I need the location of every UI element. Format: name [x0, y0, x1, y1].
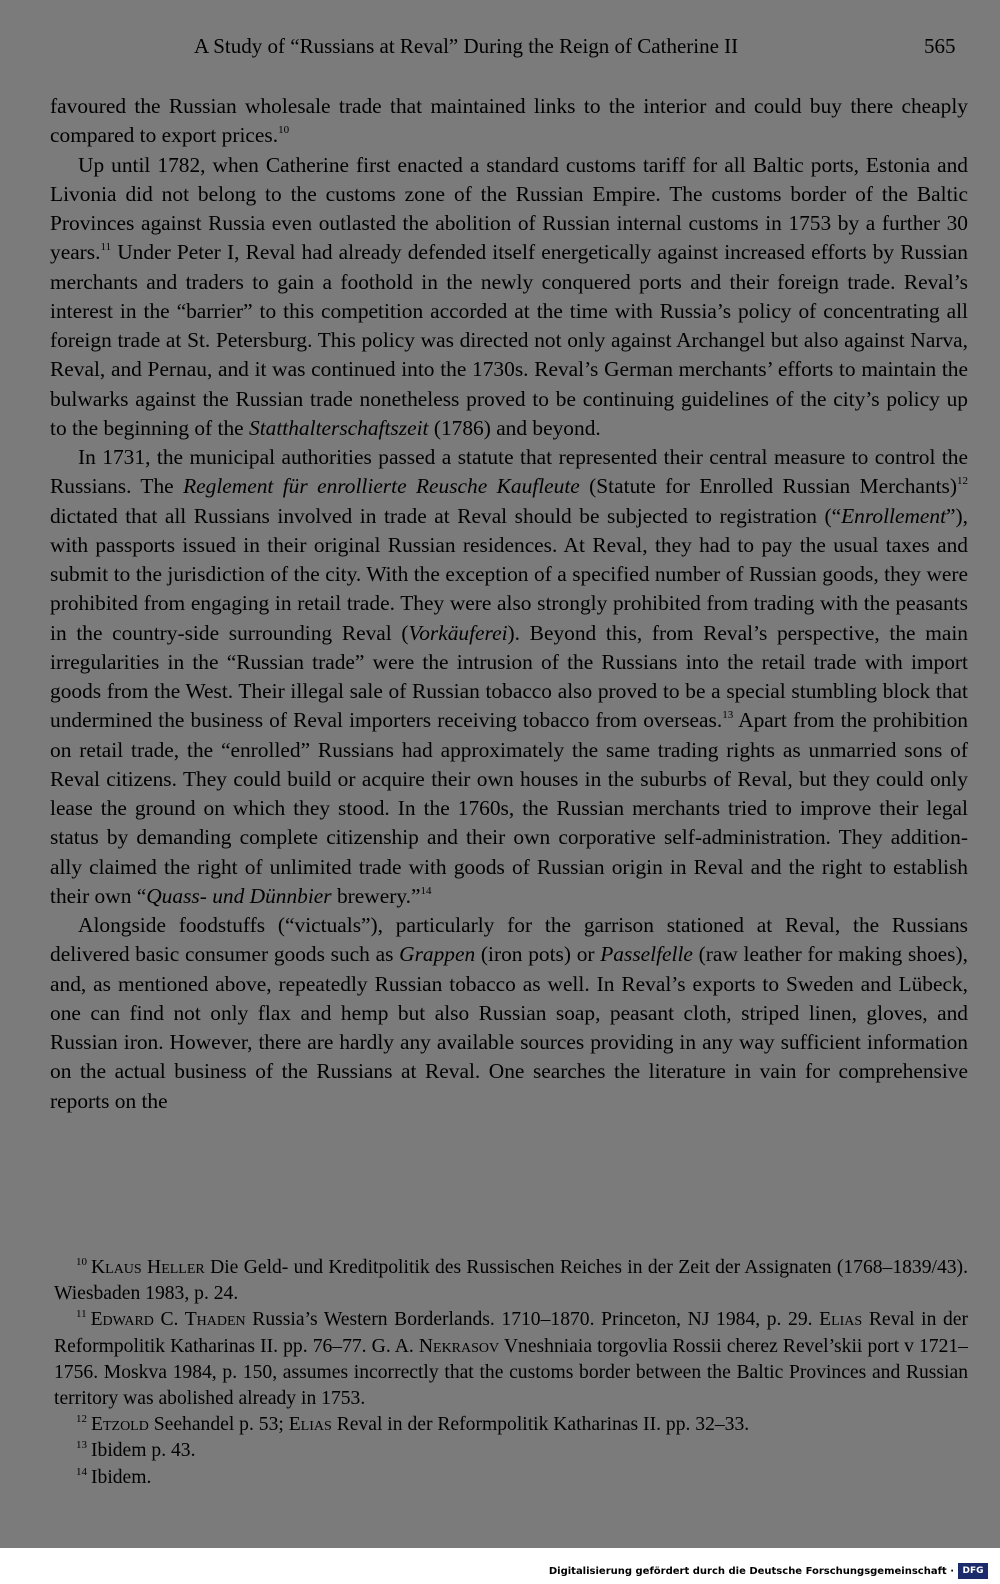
footnote-13	[54, 1438, 968, 1464]
text-span: (iron pots) or	[475, 942, 601, 967]
footnote-author: Etzold	[91, 1414, 149, 1436]
italic-term: Grappen	[399, 942, 476, 967]
text-span: Alongside foodstuffs (“victuals”), particularly for the garrison stationed at Reval, the Russians delivered basic consumer goods such as	[50, 913, 968, 967]
footnote-number: 10	[76, 1256, 87, 1268]
text-span: ). Beyond this, from Reval’s perspective, the main irregularities in the “Russian trade” were the intrusion of the Russians into the retail trade with import goods from the West. Their illegal sale of Russian tobacco also proved to be a special stumbling block that undermined the business of Reval importers receiving tobacco from overseas.	[50, 620, 968, 733]
footnote-ref-14: 14	[420, 884, 432, 897]
text-span: brewery.”	[331, 883, 421, 908]
footnote-text: Russia’s Western Borderlands. 1710–1870. Princeton, NJ 1984, p. 29.	[245, 1309, 820, 1331]
footnotes	[54, 1255, 968, 1491]
footnote-author: Klaus Heller	[91, 1257, 205, 1278]
italic-term: Passelfelle	[600, 942, 693, 967]
footnote-text: Reval in der Reformpolitik Katharinas II. pp. 76–77. G. A.	[54, 1309, 968, 1357]
text-span: Up until 1782, when Catherine first enacted a standard customs tariff for all Baltic ports, Estonia and Livonia did not belong to the customs zone of the Russian Empire. The customs border of the Baltic Provinces against Russia even outlasted the abolition of Russian internal customs in 1753 by a further 30 years.	[50, 152, 968, 265]
footnote-text: Ibidem.	[91, 1466, 152, 1488]
digitization-credit: Digitalisierung gefördert durch die Deutsche Forschungsgemeinschaft ·	[548, 1566, 954, 1577]
text-span: dictated that all Russians involved in trade at Reval should be subjected to registration (“	[50, 503, 842, 528]
page-number: 565	[924, 34, 956, 58]
text-span: ”), with passports issued in their original Russian residences. At Reval, they had to pay the usual taxes and submit to the jurisdiction of the city. With the exception of a specified number of Russian goods, they were prohibited from engaging in retail trade. They were also strongly prohibited from trading with the peasants in the country-side surrounding Reval (	[50, 503, 968, 645]
page-header	[0, 28, 1000, 68]
dfg-logo: DFG	[958, 1563, 988, 1579]
italic-term: Statthalterschaftszeit	[249, 415, 429, 440]
italic-term: Vorkäuferei	[408, 620, 508, 645]
paragraph-4	[50, 911, 968, 1116]
footnote-ref-13: 13	[722, 709, 734, 722]
footnote-author: Elias	[819, 1309, 863, 1331]
text-span: In 1731, the municipal authorities passed a statute that represented their central measure to control the Russians. The	[50, 445, 968, 499]
text-span: (raw leather for making shoes), and, as mentioned above, repeatedly Russian tobacco as well. In Reval’s exports to Sweden and Lübeck, one can find not only flax and hemp but also Russian soap, peasant cloth, striped linen, gloves, and Russian iron. However, there are hardly any available sources providing in any way sufficient information on the actual business of the Russians at Reval. One searches the literature in vain for comprehensive reports on the	[50, 942, 968, 1113]
paragraph-2	[50, 151, 968, 444]
body-text	[50, 92, 968, 1116]
footnote-text: Seehandel p. 53;	[148, 1414, 289, 1436]
paragraph-3	[50, 443, 968, 911]
text-span: (Statute for Enrolled Russian Merchants)	[579, 474, 957, 499]
footnote-ref-11: 11	[100, 241, 112, 254]
footnote-ref-12: 12	[957, 475, 968, 488]
paragraph-1	[50, 92, 968, 151]
italic-term: Reglement für enrollierte Reusche Kaufleute	[183, 474, 580, 499]
footnote-text: Ibidem p. 43.	[91, 1440, 196, 1462]
footnote-14	[54, 1465, 968, 1491]
running-title: A Study of “Russians at Reval” During the Reign of Catherine II	[194, 34, 739, 58]
footnote-text: Reval in der Reformpolitik Katharinas II. pp. 32–33.	[331, 1414, 750, 1436]
text-span: favoured the Russian wholesale trade that maintained links to the interior and could buy there cheaply compared to export prices.	[50, 94, 968, 148]
text-span: Under Peter I, Reval had already defended itself energetically against increased efforts by Russian merchants and traders to gain a foothold in the newly conquered ports and their foreign trade. Reval’s interest in the “barrier” to this competition accorded at the time with Russia’s policy of concentrating all foreign trade at St. Petersburg. This policy was directed not only against Archangel but also against Narva, Reval, and Pernau, and it was continued into the 1730s. Reval’s German merchants’ efforts to maintain the bulwarks against the Russian trade nonetheless proved to be continuing guidelines of the city’s policy up to the beginning of the	[50, 240, 968, 440]
italic-term: Quass- und Dünnbier	[146, 883, 332, 908]
italic-term: Enrollement	[841, 503, 947, 528]
footnote-number: 11	[76, 1308, 87, 1321]
footnote-10	[54, 1255, 968, 1307]
footnote-author: Edward C. Thaden	[90, 1309, 246, 1331]
digitization-footer	[0, 1548, 1000, 1584]
footnote-text: Vneshniaia torgovlia Rossii cherez Revel’skii port v 1721–1756. Moskva 1984, p. 150, assumes incorrectly that the customs border between the Baltic Provinces and Russian territory was abolished already in 1753.	[54, 1335, 968, 1410]
footnote-ref-10: 10	[278, 124, 290, 137]
footnote-12	[54, 1412, 968, 1438]
footnote-author: Nekrasov	[418, 1335, 500, 1357]
footnote-text: Die Geld- und Kreditpolitik des Russischen Reiches in der Zeit der Assignaten (1768–1839/43). Wiesbaden 1983, p. 24.	[54, 1257, 968, 1305]
footnote-11	[54, 1307, 968, 1412]
footnote-number: 14	[76, 1465, 87, 1478]
footnote-number: 12	[76, 1413, 87, 1426]
text-span: Apart from the prohibition on retail trade, the “enrolled” Russians had approximately the same trading rights as unmarried sons of Reval citizens. They could build or acquire their own houses in the suburbs of Reval, but they could only lease the ground on which they stood. In the 1760s, the Russian merchants tried to improve their legal status by demanding complete citizenship and their own corporative self-administration. They addition-ally claimed the right of unlimited trade with goods of Russian origin in Reval and the right to establish their own “	[50, 708, 968, 908]
footnote-author: Elias	[288, 1414, 332, 1436]
footnote-number: 13	[76, 1439, 87, 1452]
text-span: (1786) and beyond.	[428, 415, 601, 440]
